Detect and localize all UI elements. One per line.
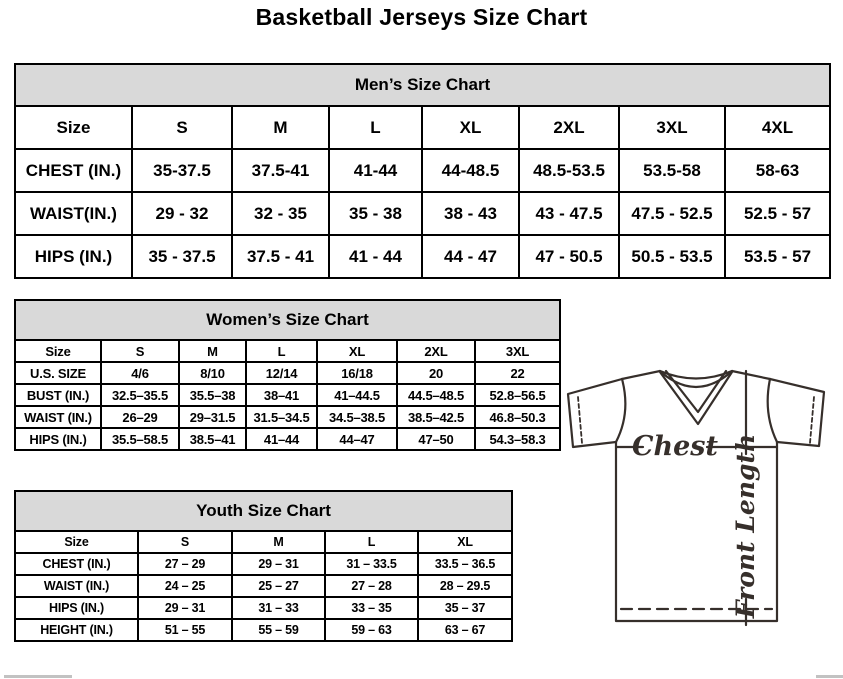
- mens-size-table: [14, 63, 831, 279]
- row-label: HIPS (IN.): [15, 235, 132, 278]
- cell: 44.5–48.5: [397, 384, 475, 406]
- cell: 22: [475, 362, 560, 384]
- cell: 31 – 33.5: [325, 553, 418, 575]
- cell: 33 – 35: [325, 597, 418, 619]
- womens-size-table: [14, 299, 561, 451]
- cell: 31 – 33: [232, 597, 325, 619]
- row-label: WAIST(IN.): [15, 192, 132, 235]
- cell: 58-63: [725, 149, 830, 192]
- cell: 8/10: [179, 362, 246, 384]
- column-header: M: [232, 531, 325, 553]
- table-title-row: [15, 64, 830, 106]
- table-row: [15, 384, 560, 406]
- column-header-row: [15, 340, 560, 362]
- cell: 24 – 25: [138, 575, 232, 597]
- column-header: M: [232, 106, 329, 149]
- column-header: Size: [15, 340, 101, 362]
- cell: 48.5-53.5: [519, 149, 619, 192]
- cell: 52.5 - 57: [725, 192, 830, 235]
- column-header: XL: [418, 531, 512, 553]
- table-row: [15, 149, 830, 192]
- row-label: HIPS (IN.): [15, 428, 101, 450]
- table-row: [15, 235, 830, 278]
- cell: 31.5–34.5: [246, 406, 317, 428]
- jersey-right-sleeve: [770, 379, 824, 446]
- cell: 41-44: [329, 149, 422, 192]
- cell: 37.5 - 41: [232, 235, 329, 278]
- cell: 53.5 - 57: [725, 235, 830, 278]
- cell: 46.8–50.3: [475, 406, 560, 428]
- cell: 29–31.5: [179, 406, 246, 428]
- chest-label: Chest: [632, 431, 718, 462]
- jersey-left-sleeve-dash: [578, 397, 582, 443]
- row-label: CHEST (IN.): [15, 553, 138, 575]
- cell: 54.3–58.3: [475, 428, 560, 450]
- cell: 47–50: [397, 428, 475, 450]
- cell: 38 - 43: [422, 192, 519, 235]
- cell: 59 – 63: [325, 619, 418, 641]
- row-label: WAIST (IN.): [15, 575, 138, 597]
- jersey-right-sleeve-dash: [810, 397, 814, 443]
- cell: 38.5–41: [179, 428, 246, 450]
- table-title-row: [15, 300, 560, 340]
- column-header: S: [101, 340, 179, 362]
- jersey-right-armhole: [768, 379, 777, 442]
- table-row: [15, 553, 512, 575]
- cell: 38–41: [246, 384, 317, 406]
- column-header-row: [15, 106, 830, 149]
- table-row: [15, 362, 560, 384]
- jersey-right-shoulder: [732, 371, 770, 379]
- column-header: S: [132, 106, 232, 149]
- cell: 25 – 27: [232, 575, 325, 597]
- cell: 32 - 35: [232, 192, 329, 235]
- column-header: XL: [317, 340, 397, 362]
- cell: 33.5 – 36.5: [418, 553, 512, 575]
- cell: 55 – 59: [232, 619, 325, 641]
- column-header: 2XL: [397, 340, 475, 362]
- cell: 35 - 38: [329, 192, 422, 235]
- cell: 63 – 67: [418, 619, 512, 641]
- jersey-measurement-diagram: [560, 358, 843, 679]
- jersey-left-shoulder: [622, 371, 660, 379]
- table-row: [15, 597, 512, 619]
- table-row: [15, 428, 560, 450]
- cell: 43 - 47.5: [519, 192, 619, 235]
- front-length-label: Front Length: [731, 433, 760, 619]
- row-label: WAIST (IN.): [15, 406, 101, 428]
- cell: 41 - 44: [329, 235, 422, 278]
- table-title: Youth Size Chart: [15, 491, 512, 531]
- cell: 12/14: [246, 362, 317, 384]
- column-header: 2XL: [519, 106, 619, 149]
- cell: 29 - 32: [132, 192, 232, 235]
- cell: 27 – 28: [325, 575, 418, 597]
- row-label: HEIGHT (IN.): [15, 619, 138, 641]
- column-header: L: [246, 340, 317, 362]
- column-header: Size: [15, 106, 132, 149]
- cell: 27 – 29: [138, 553, 232, 575]
- cell: 52.8–56.5: [475, 384, 560, 406]
- cell: 35 - 37.5: [132, 235, 232, 278]
- cell: 44 - 47: [422, 235, 519, 278]
- cell: 28 – 29.5: [418, 575, 512, 597]
- cell: 4/6: [101, 362, 179, 384]
- table-title: Men’s Size Chart: [15, 64, 830, 106]
- horizontal-scrollbar-fragment-right[interactable]: [816, 675, 843, 678]
- column-header: S: [138, 531, 232, 553]
- cell: 29 – 31: [232, 553, 325, 575]
- column-header: 3XL: [619, 106, 725, 149]
- page-title: Basketball Jerseys Size Chart: [255, 4, 588, 30]
- cell: 47.5 - 52.5: [619, 192, 725, 235]
- jersey-left-sleeve: [568, 379, 622, 447]
- column-header: L: [325, 531, 418, 553]
- column-header: M: [179, 340, 246, 362]
- row-label: HIPS (IN.): [15, 597, 138, 619]
- row-label: U.S. SIZE: [15, 362, 101, 384]
- cell: 38.5–42.5: [397, 406, 475, 428]
- cell: 35 – 37: [418, 597, 512, 619]
- table-row: [15, 192, 830, 235]
- jersey-left-armhole: [616, 379, 625, 442]
- cell: 44-48.5: [422, 149, 519, 192]
- cell: 44–47: [317, 428, 397, 450]
- cell: 16/18: [317, 362, 397, 384]
- row-label: CHEST (IN.): [15, 149, 132, 192]
- cell: 37.5-41: [232, 149, 329, 192]
- column-header-row: [15, 531, 512, 553]
- cell: 35.5–38: [179, 384, 246, 406]
- youth-size-table: [14, 490, 513, 642]
- table-row: [15, 575, 512, 597]
- row-label: BUST (IN.): [15, 384, 101, 406]
- cell: 35.5–58.5: [101, 428, 179, 450]
- cell: 29 – 31: [138, 597, 232, 619]
- column-header: 4XL: [725, 106, 830, 149]
- cell: 26–29: [101, 406, 179, 428]
- cell: 41–44: [246, 428, 317, 450]
- cell: 35-37.5: [132, 149, 232, 192]
- column-header: 3XL: [475, 340, 560, 362]
- table-title-row: [15, 491, 512, 531]
- cell: 20: [397, 362, 475, 384]
- cell: 41–44.5: [317, 384, 397, 406]
- table-row: [15, 406, 560, 428]
- column-header: Size: [15, 531, 138, 553]
- column-header: L: [329, 106, 422, 149]
- horizontal-scrollbar-fragment-left[interactable]: [4, 675, 72, 678]
- cell: 32.5–35.5: [101, 384, 179, 406]
- table-title: Women’s Size Chart: [15, 300, 560, 340]
- column-header: XL: [422, 106, 519, 149]
- cell: 50.5 - 53.5: [619, 235, 725, 278]
- cell: 34.5–38.5: [317, 406, 397, 428]
- cell: 51 – 55: [138, 619, 232, 641]
- cell: 53.5-58: [619, 149, 725, 192]
- table-row: [15, 619, 512, 641]
- cell: 47 - 50.5: [519, 235, 619, 278]
